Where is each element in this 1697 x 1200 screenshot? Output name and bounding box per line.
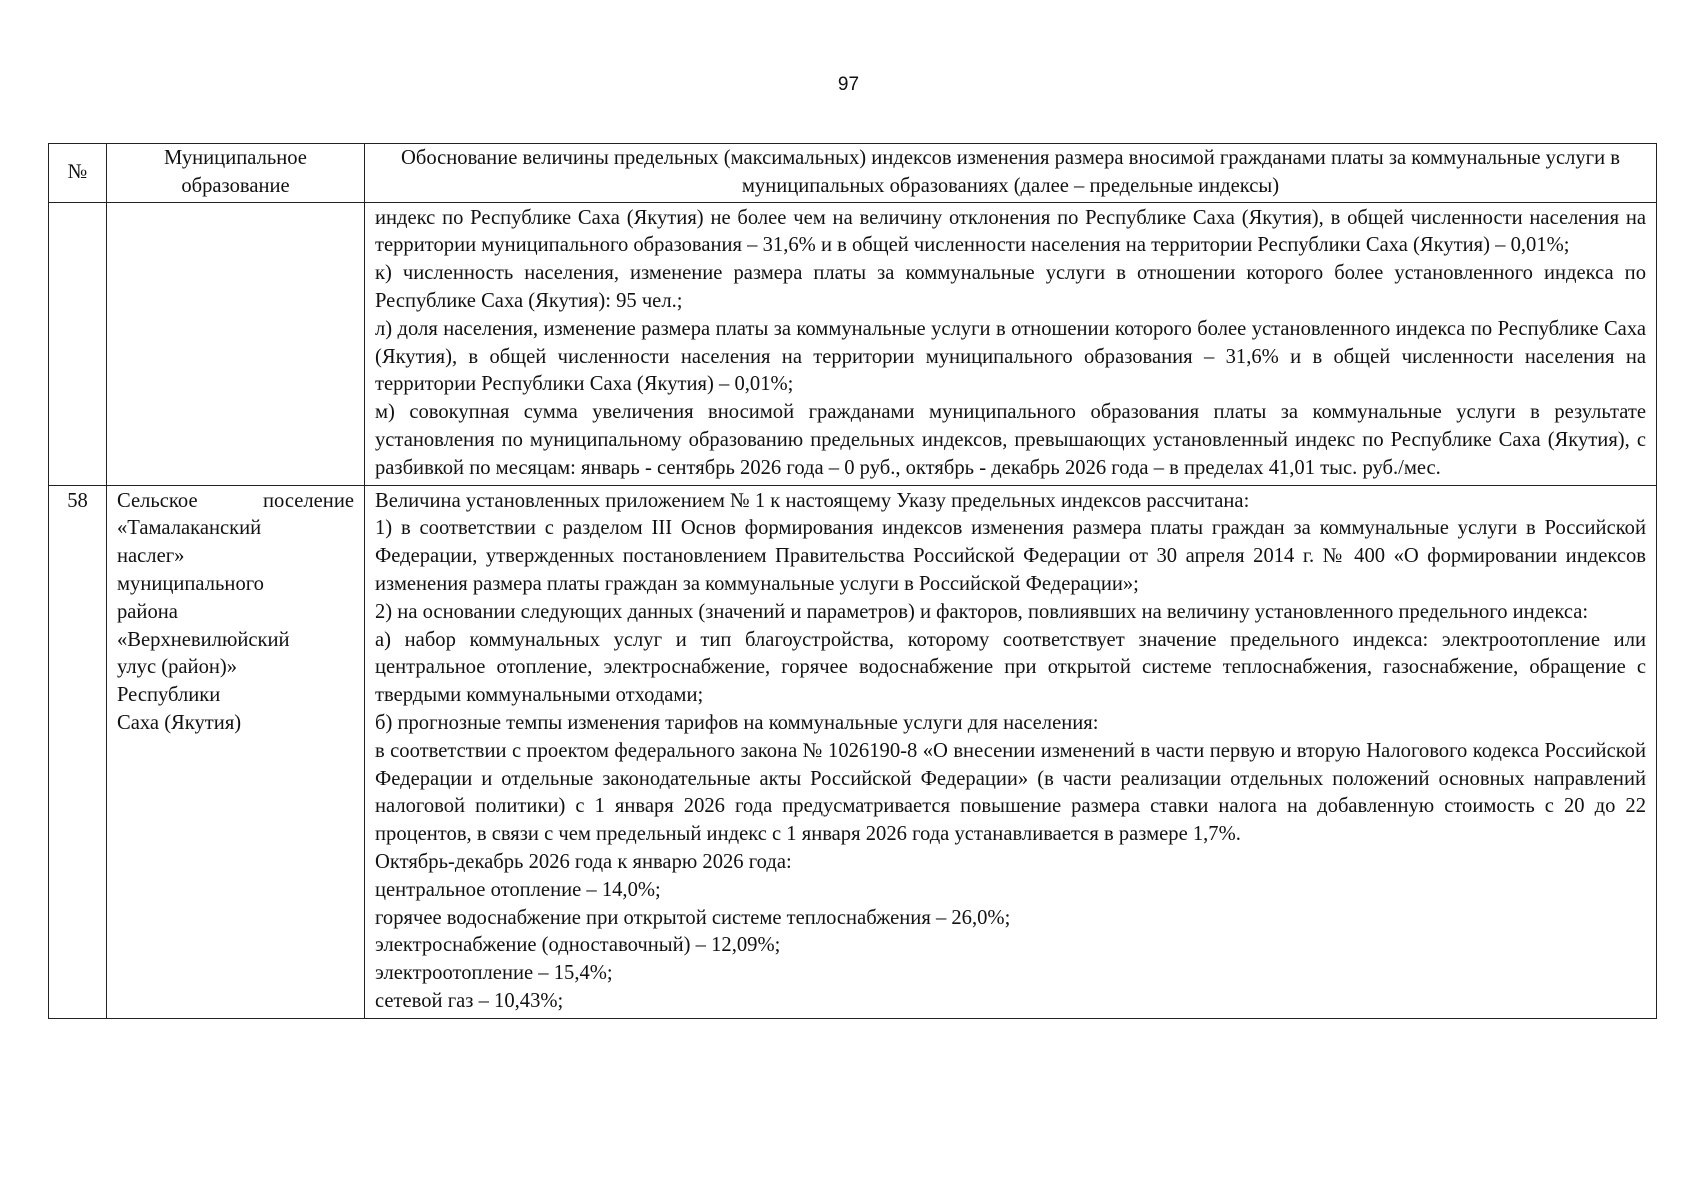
cell-number bbox=[49, 202, 107, 485]
table-row-continuation bbox=[49, 202, 1657, 485]
paragraph: сетевой газ – 10,43%; bbox=[375, 989, 564, 1012]
table-row-58 bbox=[49, 485, 1657, 1018]
paragraph: электроснабжение (одноставочный) – 12,09%; bbox=[375, 934, 781, 957]
page-number: 97 bbox=[837, 74, 860, 95]
header-number: № bbox=[49, 144, 107, 203]
table-header bbox=[49, 144, 1657, 203]
municipality-line: муниципального bbox=[117, 572, 264, 595]
cell-number: 58 bbox=[49, 485, 107, 1018]
paragraph: б) прогнозные темпы изменения тарифов на коммунальные услуги для населения: bbox=[375, 711, 1099, 734]
municipality-line: Саха (Якутия) bbox=[117, 711, 242, 734]
cell-justification bbox=[365, 202, 1657, 485]
municipality-line: Сельское поселение bbox=[117, 489, 354, 512]
paragraph: а) набор коммунальных услуг и тип благоустройства, которому соответствует значение предельного индекса: электроотопление или центральное отопление, электроснабжение, горячее водоснабжение при открытой системе теплоснабжения, газоснабжение, обращение с твердыми коммунальными отходами; bbox=[375, 628, 1646, 707]
header-municipality: Муниципальное образование bbox=[107, 144, 365, 203]
header-justification: Обоснование величины предельных (максимальных) индексов изменения размера вносимой гражданами платы за коммунальные услуги в муниципальных образованиях (далее – предельные индексы) bbox=[365, 144, 1657, 203]
paragraph: 1) в соответствии с разделом III Основ формирования индексов изменения размера платы граждан за коммунальные услуги в Российской Федерации, утвержденных постановлением Правительства Российской Федерации от 30 апреля 2014 г. № 400 «О формировании индексов изменения размера платы граждан за коммунальные услуги в Российской Федерации»; bbox=[375, 517, 1646, 595]
paragraph: электроотопление – 15,4%; bbox=[375, 962, 613, 985]
paragraph: горячее водоснабжение при открытой системе теплоснабжения – 26,0%; bbox=[375, 906, 1011, 929]
paragraph: центральное отопление – 14,0%; bbox=[375, 878, 661, 901]
paragraph: Величина установленных приложением № 1 к настоящему Указу предельных индексов рассчитана: bbox=[375, 489, 1250, 512]
paragraph: л) доля населения, изменение размера платы за коммунальные услуги в отношении которого более установленного индекса по Республике Саха (Якутия), в общей численности населения на территории муниципального образования – 31,6% и в общей численности населения на территории Республики Саха (Якутия) – 0,01%; bbox=[375, 317, 1646, 396]
indices-table bbox=[48, 143, 1657, 1019]
municipality-line: Республики bbox=[117, 684, 221, 707]
municipality-line: улус (район)» bbox=[117, 656, 238, 679]
header-row bbox=[49, 144, 1657, 203]
paragraph: в соответствии с проектом федерального закона № 1026190-8 «О внесении изменений в части первую и вторую Налогового кодекса Российской Федерации и отдельные законодательные акты Российской Федерации» (в части реализации отдельных положений основных направлений налоговой политики) с 1 января 2026 года предусматривается повышение размера ставки налога на добавленную стоимость с 20 до 22 процентов, в связи с чем предельный индекс с 1 января 2026 года устанавливается в размере 1,7%. bbox=[375, 739, 1646, 846]
cell-justification bbox=[365, 485, 1657, 1018]
paragraph: 2) на основании следующих данных (значений и параметров) и факторов, повлиявших на величину установленного предельного индекса: bbox=[375, 600, 1589, 623]
paragraph: Октябрь-декабрь 2026 года к январю 2026 года: bbox=[375, 850, 792, 873]
municipality-line: наслег» bbox=[117, 545, 185, 568]
municipality-line: района bbox=[117, 600, 178, 623]
paragraph: индекс по Республике Саха (Якутия) не более чем на величину отклонения по Республике Саха (Якутия), в общей численности населения на территории муниципального образования – 31,6% и в общей численности населения на территории Республики Саха (Якутия) – 0,01%; bbox=[375, 206, 1646, 257]
municipality-line: «Тамалаканский bbox=[117, 517, 262, 540]
paragraph: к) численность населения, изменение размера платы за коммунальные услуги в отношении которого более установленного индекса по Республике Саха (Якутия): 95 чел.; bbox=[375, 262, 1646, 312]
paragraph: м) совокупная сумма увеличения вносимой гражданами муниципального образования платы за коммунальные услуги в результате установления по муниципальному образованию предельных индексов, превышающих установленный индекс по Республике Саха (Якутия), с разбивкой по месяцам: январь - сентябрь 2026 года – 0 руб., октябрь - декабрь 2026 года – в пределах 41,01 тыс. руб./мес. bbox=[375, 401, 1646, 479]
cell-municipality bbox=[107, 485, 365, 1018]
municipality-line: «Верхневилюйский bbox=[117, 628, 290, 651]
cell-municipality bbox=[107, 202, 365, 485]
